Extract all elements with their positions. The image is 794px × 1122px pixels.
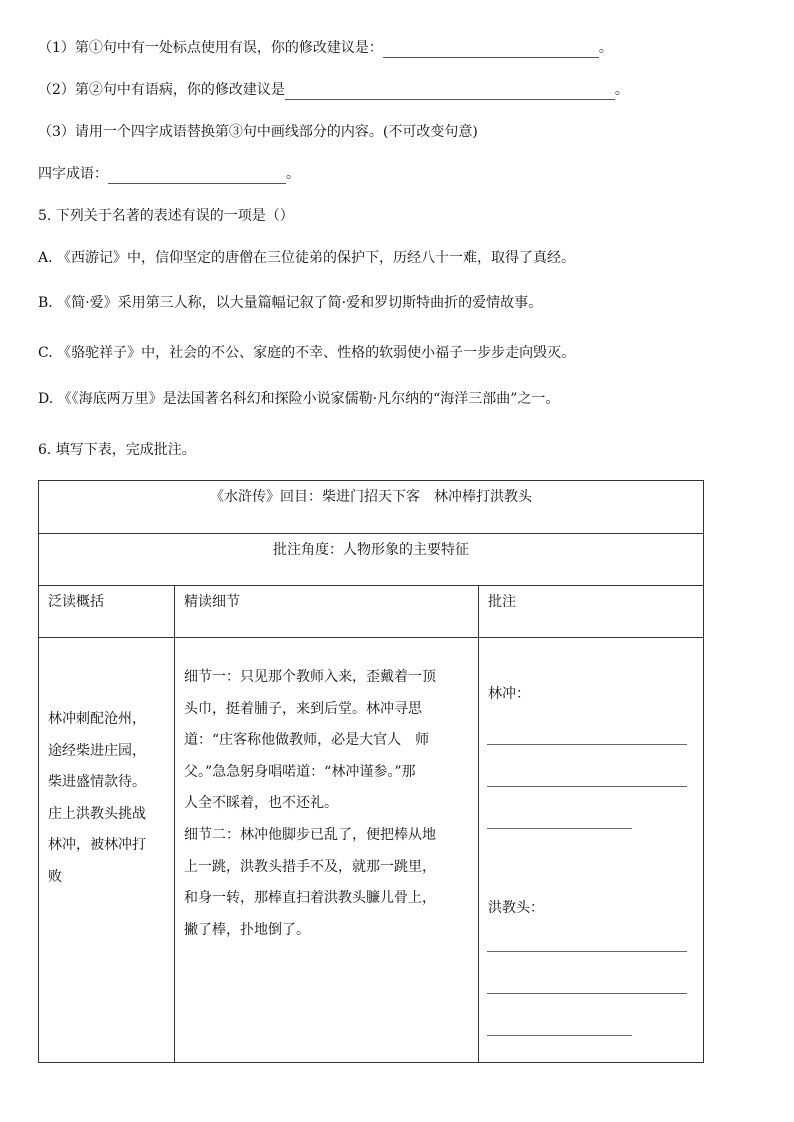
idiom-label: 四字成语： [38,166,108,182]
header-detail [175,586,479,638]
q5-option-d: D. 《《海底两万里》是法国著名科幻和探险小说家儒勒·凡尔纳的“海洋三部曲”之一。 [38,391,560,407]
annotation-angle: 批注角度：人物形象的主要特征 [273,542,470,558]
comment-lin-line-2[interactable] [487,786,687,787]
sub-question-2 [38,80,629,100]
sub-question-3 [38,122,478,142]
q5-option-c: C. 《骆驼祥子》中，社会的不公、家庭的不幸、性格的软弱使小福子一步步走向毁灭。 [38,345,576,361]
summary-cell [39,638,175,1063]
header-detail-label: 精读细节 [184,594,240,610]
idiom-end: 。 [286,166,300,182]
detail-line: 和身一转，那棒直扫着洪教头臁儿骨上， [184,890,436,907]
idiom-answer-line [38,164,300,184]
summary-line: 柴进盛情款待。 [48,774,146,791]
comment-label-lin: 林冲： [488,686,530,702]
header-summary-label: 泛读概括 [48,594,104,610]
detail-line: 上一跳，洪教头措手不及，就那一跳里， [184,858,436,875]
summary-line: 庄上洪教头挑战 [48,805,146,822]
comment-cell [479,638,704,1063]
comment-hong-line-1[interactable] [487,951,687,952]
detail-line: 细节一：只见那个教师入来，歪戴着一顶 [184,669,436,685]
detail-line: 细节二：林冲他脚步已乱了，便把棒从地 [184,826,436,843]
summary-line: 林冲，被林冲打 [48,837,146,854]
detail-cell [175,638,479,1063]
question-6-title: 6. 填写下表，完成批注。 [38,442,196,458]
table-title: 《水浒传》回目：柴进门招天下客 林冲棒打洪教头 [210,489,533,505]
comment-hong-line-2[interactable] [487,993,687,994]
detail-line: 头巾，挺着脯子，来到后堂。林冲寻思 [184,700,422,717]
header-comment [479,586,704,638]
answer-blank-1[interactable] [383,43,599,58]
annotation-angle-cell [39,534,704,586]
question-5-title: 5. 下列关于名著的表述有误的一项是（） [38,208,294,224]
sub-question-3-text: （3）请用一个四字成语替换第③句中画线部分的内容。(不可改变句意) [38,124,478,140]
detail-line: 撇了棒，扑地倒了。 [184,921,310,938]
summary-line: 林冲刺配沧州， [48,711,146,727]
summary-line: 败 [48,868,62,885]
summary-line: 途经柴进庄园， [48,742,146,759]
header-summary [39,586,175,638]
sub-question-1-text: （1）第①句中有一处标点使用有误，你的修改建议是： [38,40,383,56]
comment-lin-line-1[interactable] [487,744,687,745]
idiom-blank[interactable] [108,169,286,184]
sub-question-2-end: 。 [614,82,629,98]
table-title-cell [39,481,704,534]
sub-question-1 [38,38,613,58]
q5-option-a: A. 《西游记》中，信仰坚定的唐僧在三位徒弟的保护下，历经八十一难，取得了真经。 [38,250,576,266]
comment-lin-line-3[interactable] [487,828,632,829]
sub-question-2-text: （2）第②句中有语病，你的修改建议是 [38,82,285,98]
comment-label-hong: 洪教头： [488,900,544,916]
detail-line: 父。”急急躬身唱喏道：“林冲谨参。”那 [184,763,416,780]
header-comment-label: 批注 [488,594,516,610]
comment-hong-line-3[interactable] [487,1035,632,1036]
answer-blank-2[interactable] [285,85,615,100]
detail-line: 道：“庄客称他做教师，必是大官人 师 [184,732,430,749]
sub-question-1-end: 。 [598,40,613,56]
q5-option-b: B. 《简·爱》采用第三人称，以大量篇幅记叙了简·爱和罗切斯特曲折的爱情故事。 [38,295,543,311]
detail-line: 人全不睬着，也不还礼。 [184,795,338,812]
annotation-table [38,480,704,1063]
